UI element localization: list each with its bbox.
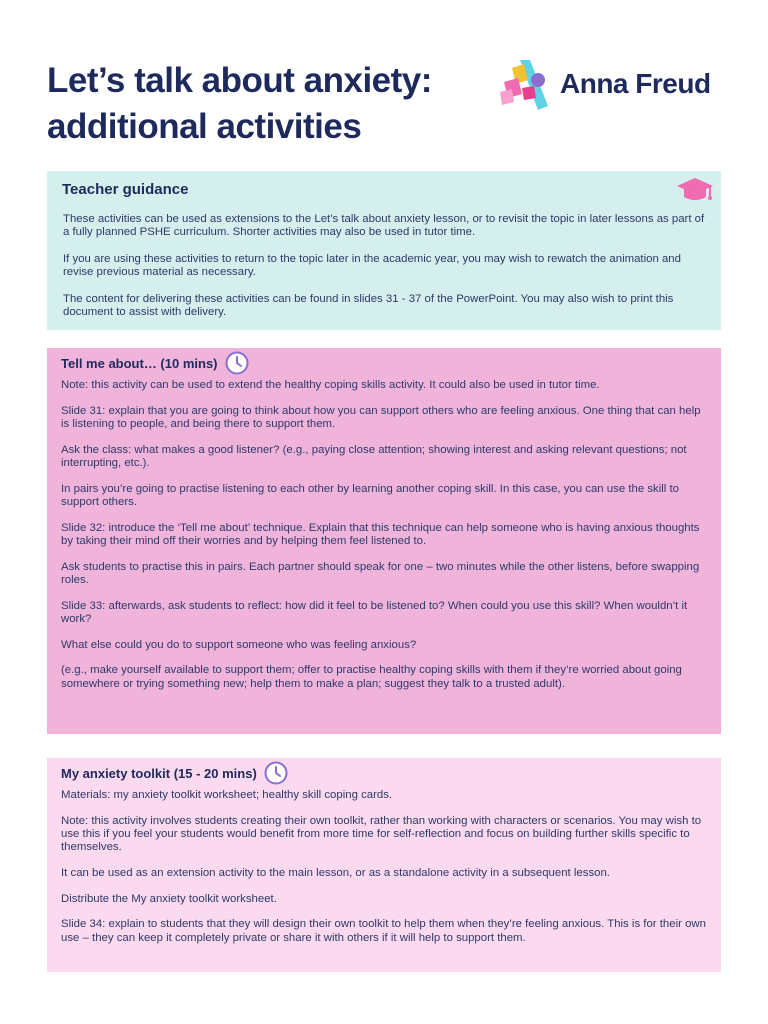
- graduation-cap-icon: [675, 175, 715, 210]
- tell-me-paragraph: (e.g., make yourself available to support them; offer to practise healthy coping skills with them if they’re worried about going somewhere or trying something new; help them to make a plan; suggest they talk to a trusted adult).: [61, 664, 682, 690]
- tell-me-about-header: [61, 353, 707, 373]
- anxiety-toolkit-heading: My anxiety toolkit (15 - 20 mins): [61, 765, 257, 781]
- guidance-paragraph: If you are using these activities to return to the topic later in the academic year, you may wish to rewatch the animation and revise previous material as necessary.: [63, 252, 681, 279]
- title-line-1: Let’s talk about anxiety:: [47, 61, 432, 100]
- anna-freud-logo: [498, 58, 728, 114]
- toolkit-paragraph: Slide 34: explain to students that they will design their own toolkit to help them when they’re feeling anxious. This is for their own use – they can keep it completely private or share it with others if it will help to support them.: [61, 918, 706, 944]
- tell-me-paragraph: In pairs you’re going to practise listening to each other by learning another coping skill. In this case, you can use the skill to support others.: [61, 482, 679, 508]
- guidance-paragraph: The content for delivering these activities can be found in slides 31 - 37 of the PowerPoint. You may also wish to print this document to assist with delivery.: [63, 292, 674, 319]
- toolkit-paragraph: Materials: my anxiety toolkit worksheet; healthy skill coping cards.: [61, 789, 393, 801]
- tell-me-paragraph: What else could you do to support someone who was feeling anxious?: [61, 638, 417, 651]
- tell-me-paragraph: Ask the class: what makes a good listener? (e.g., paying close attention; showing interest and asking relevant questions; not interrupting, etc.).: [61, 443, 687, 469]
- tell-me-about-heading: Tell me about… (10 mins): [61, 355, 218, 371]
- page-title: [47, 58, 432, 150]
- tell-me-paragraph: Slide 31: explain that you are going to think about how you can support others who are feeling anxious. One thing that can help is listening to people, and being there to support them.: [61, 404, 701, 430]
- toolkit-paragraph: Note: this activity involves students creating their own toolkit, rather than working with characters or scenarios. You may wish to use this if you feel your students would benefit from more time for self-reflection and focus on building further skills specific to themselves.: [61, 814, 702, 854]
- guidance-paragraph: These activities can be used as extensions to the Let’s talk about anxiety lesson, or to revisit the topic in later lessons as part of a fully planned PSHE curriculum. Shorter activities may also be used in tutor time.: [63, 213, 705, 239]
- teacher-guidance-box: [47, 171, 721, 330]
- toolkit-paragraph: Distribute the My anxiety toolkit worksheet.: [61, 892, 277, 905]
- logo-mark-icon: [498, 58, 554, 114]
- tell-me-paragraph: Slide 32: introduce the ‘Tell me about’ technique. Explain that this technique can help someone who is having anxious thoughts by taking their mind off their worries and by helping them feel listened to.: [61, 521, 700, 547]
- logo-text: Anna Freud: [560, 68, 711, 99]
- tell-me-about-box: [47, 348, 721, 734]
- tell-me-paragraph: Note: this activity can be used to extend the healthy coping skills activity. It could also be used in tutor time.: [61, 379, 600, 391]
- teacher-guidance-heading: Teacher guidance: [62, 181, 189, 198]
- clock-icon: [224, 350, 250, 376]
- tell-me-paragraph: Slide 33: afterwards, ask students to reflect: how did it feel to be listened to? When could you use this skill? When wouldn’t it work?: [61, 599, 688, 625]
- clock-icon: [263, 760, 289, 786]
- anxiety-toolkit-box: [47, 758, 721, 972]
- tell-me-paragraph: Ask students to practise this in pairs. Each partner should speak for one – two minutes while the other listens, before swapping roles.: [61, 560, 700, 586]
- toolkit-paragraph: It can be used as an extension activity to the main lesson, or as a standalone activity in a subsequent lesson.: [61, 867, 610, 879]
- anxiety-toolkit-header: [61, 763, 707, 783]
- title-line-2: additional activities: [47, 107, 362, 146]
